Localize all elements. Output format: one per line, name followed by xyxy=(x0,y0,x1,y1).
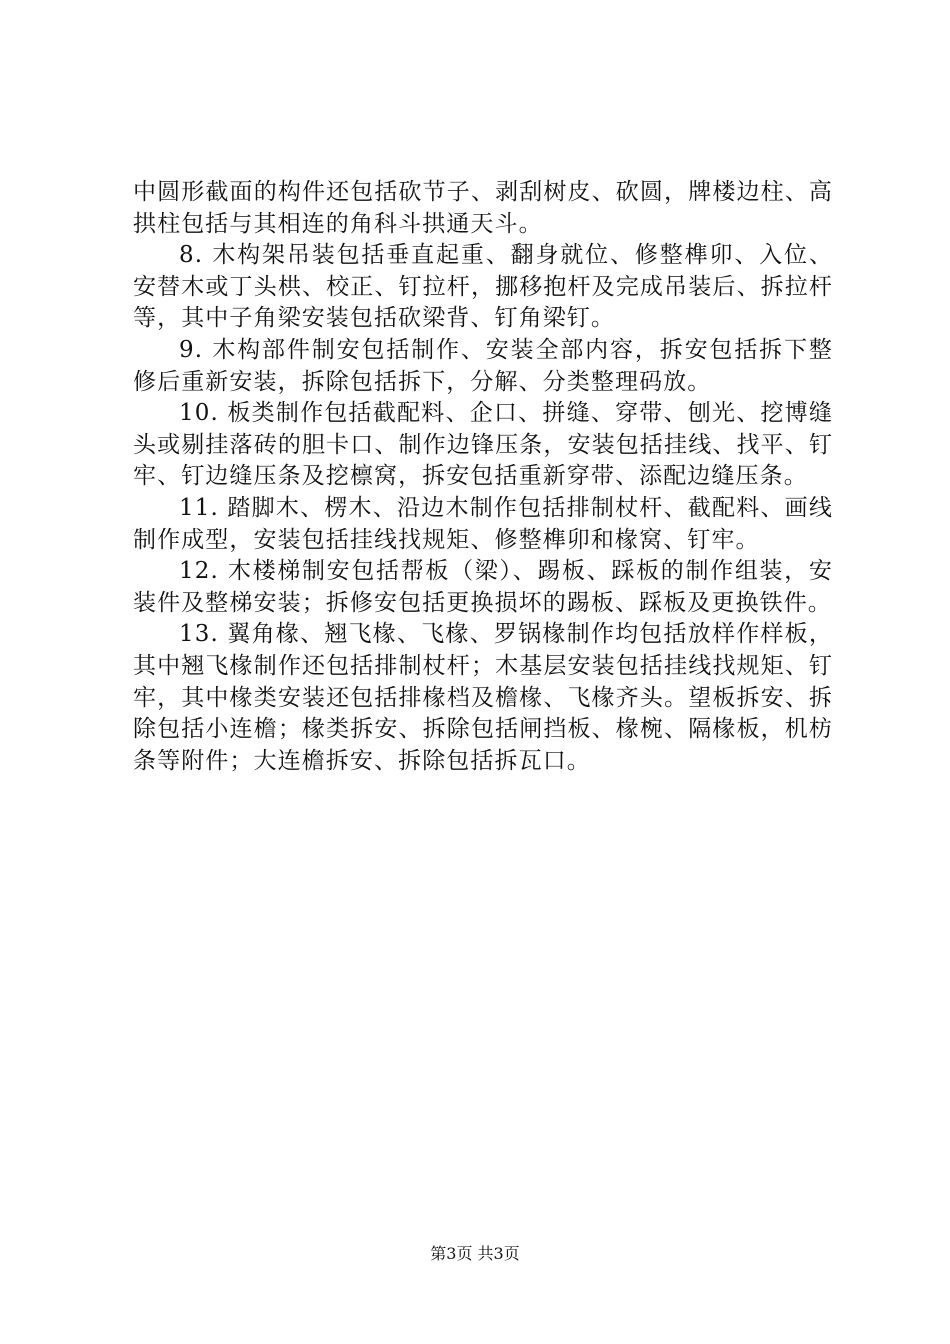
paragraph-item-8: 8. 木构架吊装包括垂直起重、翻身就位、修整榫卯、入位、安替木或丁头栱、校正、钉拉杆，挪移抱杆及完成吊装后、拆拉杆等，其中子角梁安装包括砍梁背、钉角梁钉。 xyxy=(133,242,833,332)
paragraph-item-9: 9. 木构部件制安包括制作、安装全部内容，拆安包括拆下整修后重新安装，拆除包括拆下，分解、分类整理码放。 xyxy=(133,336,833,395)
paragraph-item-12: 12. 木楼梯制安包括帮板（梁）、踢板、踩板的制作组装，安装件及整梯安装；拆修安包括更换损坏的踢板、踩板及更换铁件。 xyxy=(133,558,833,616)
page-number-label: 第3页 共3页 xyxy=(430,1244,520,1263)
paragraph-continuation: 中圆形截面的构件还包括砍节子、剥刮树皮、砍圆，牌楼边柱、高拱柱包括与其相连的角科斗拱通天斗。 xyxy=(133,179,833,237)
page-footer xyxy=(0,1244,950,1264)
paragraph-item-10: 10. 板类制作包括截配料、企口、拼缝、穿带、刨光、挖博缝头或剔挂落砖的胆卡口、制作边锋压条，安装包括挂线、找平、钉牢、钉边缝压条及挖檩窝，拆安包括重新穿带、添配边缝压条。 xyxy=(133,400,833,490)
paragraph-item-13: 13. 翼角椽、翘飞椽、飞椽、罗锅椽制作均包括放样作样板，其中翘飞椽制作还包括排制杖杆；木基层安装包括挂线找规矩、钉牢，其中椽类安装还包括排椽档及檐椽、飞椽齐头。望板拆安、拆除包括小连檐；椽类拆安、拆除包括闸挡板、椽椀、隔椽板，机枋条等附件；大连檐拆安、拆除包括拆瓦口。 xyxy=(133,621,833,774)
document-body xyxy=(133,177,833,777)
paragraph-item-11: 11. 踏脚木、楞木、沿边木制作包括排制杖杆、截配料、画线制作成型，安装包括挂线找规矩、修整榫卯和椽窝、钉牢。 xyxy=(133,494,833,553)
